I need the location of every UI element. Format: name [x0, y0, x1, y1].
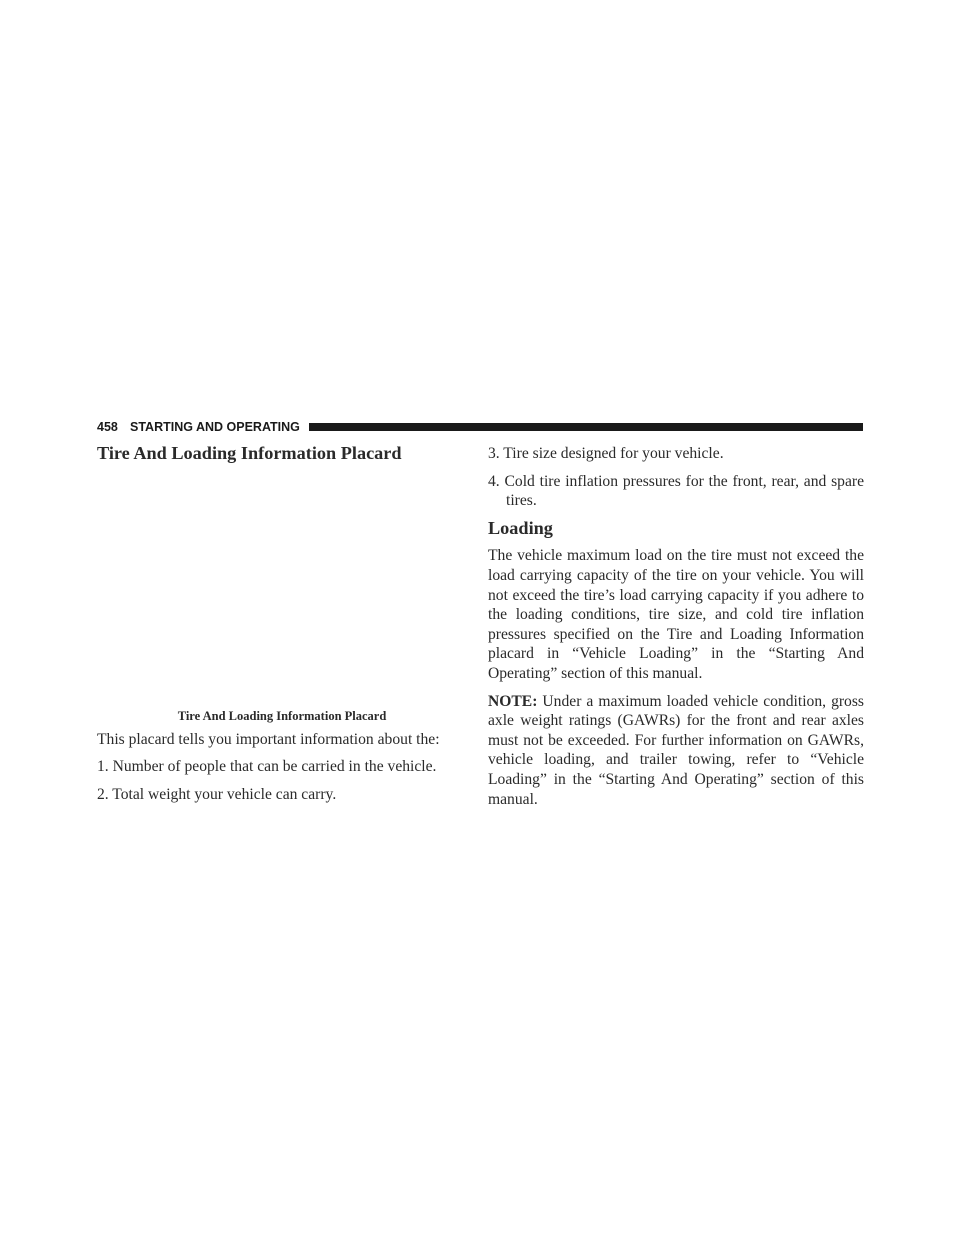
placard-image-area [97, 464, 467, 708]
intro-paragraph: This placard tells you important information about the: [97, 730, 440, 748]
note-label: NOTE: [488, 692, 538, 710]
right-column [488, 444, 864, 817]
page-number: 458 [97, 420, 118, 434]
loading-heading: Loading [488, 517, 553, 538]
note-paragraph [488, 692, 864, 810]
list-item: 1. Number of people that can be carried in the vehicle. [97, 758, 437, 776]
left-column [97, 444, 467, 812]
loading-paragraph: The vehicle maximum load on the tire must not exceed the load carrying capacity of the tire on your vehicle. You will not exceed the tire’s load carrying capacity if you adhere to the loading conditions, tire size, and cold tire inflation pressures specified on the Tire and Loading Information placard in “Vehicle Loading” in the “Starting And Operating” section of this manual. [488, 547, 864, 682]
page-header [97, 419, 863, 435]
list-item: 3. Tire size designed for your vehicle. [488, 445, 724, 462]
figure-caption: Tire And Loading Information Placard [177, 708, 387, 723]
placard-heading: Tire And Loading Information Placard [97, 443, 402, 463]
section-title: STARTING AND OPERATING [130, 420, 300, 434]
list-item: 2. Total weight your vehicle can carry. [97, 785, 337, 803]
list-item: 4. Cold tire inflation pressures for the front, rear, and spare tires. [488, 472, 864, 510]
header-rule [309, 423, 863, 431]
note-text: Under a maximum loaded vehicle condition, gross axle weight ratings (GAWRs) for the front and rear axles must not be exceeded. For further information on GAWRs, vehicle loading, and trailer towing, refer to “Vehicle Loading” in the “Starting And Operating” section of this manual. [488, 692, 864, 808]
